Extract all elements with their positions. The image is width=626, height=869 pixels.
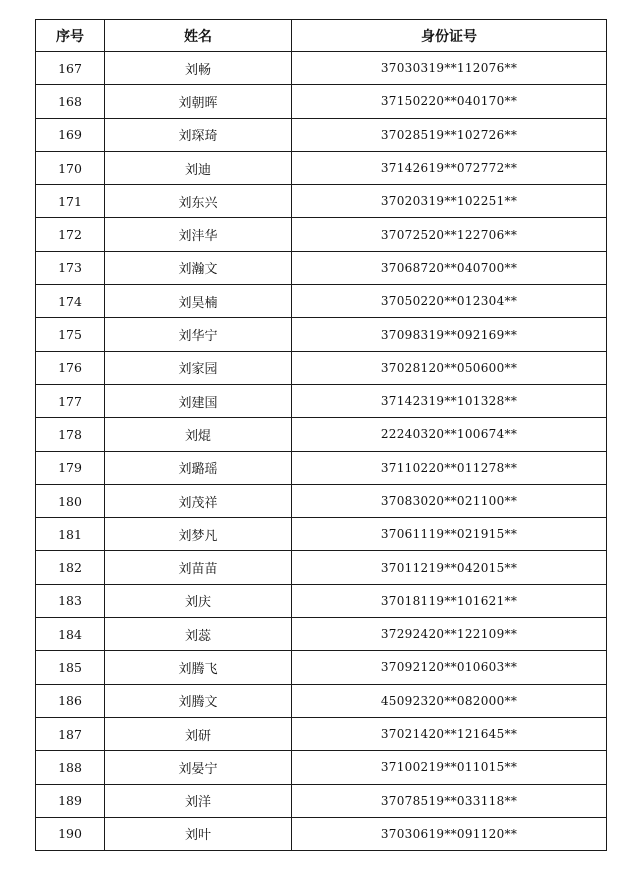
table-row — [36, 551, 607, 584]
row-index-cell: 173 — [36, 251, 105, 284]
row-id-number-cell: 37083020**021100** — [292, 484, 607, 517]
table-body — [36, 52, 607, 851]
row-name-cell: 刘畅 — [105, 52, 292, 85]
table-row — [36, 651, 607, 684]
row-index-cell: 174 — [36, 285, 105, 318]
row-index-cell: 188 — [36, 751, 105, 784]
row-index-cell: 187 — [36, 717, 105, 750]
row-index-cell: 179 — [36, 451, 105, 484]
roster-table — [35, 19, 607, 851]
row-id-number-cell: 37150220**040170** — [292, 85, 607, 118]
row-index-cell: 171 — [36, 185, 105, 218]
row-name-cell: 刘建国 — [105, 384, 292, 417]
row-id-number-cell: 37142619**072772** — [292, 151, 607, 184]
header-name: 姓名 — [105, 20, 292, 52]
row-index-cell: 176 — [36, 351, 105, 384]
table-row — [36, 751, 607, 784]
row-index-cell: 172 — [36, 218, 105, 251]
row-name-cell: 刘焜 — [105, 418, 292, 451]
row-id-number-cell: 22240320**100674** — [292, 418, 607, 451]
row-name-cell: 刘沣华 — [105, 218, 292, 251]
row-name-cell: 刘家园 — [105, 351, 292, 384]
row-name-cell: 刘瀚文 — [105, 251, 292, 284]
table-row — [36, 285, 607, 318]
table-row — [36, 185, 607, 218]
row-index-cell: 169 — [36, 118, 105, 151]
header-index: 序号 — [36, 20, 105, 52]
table-row — [36, 384, 607, 417]
row-id-number-cell: 37110220**011278** — [292, 451, 607, 484]
row-name-cell: 刘苗苗 — [105, 551, 292, 584]
row-name-cell: 刘腾文 — [105, 684, 292, 717]
row-name-cell: 刘研 — [105, 717, 292, 750]
table-row — [36, 351, 607, 384]
table-row — [36, 518, 607, 551]
row-id-number-cell: 37021420**121645** — [292, 717, 607, 750]
row-id-number-cell: 37100219**011015** — [292, 751, 607, 784]
table-row — [36, 118, 607, 151]
row-name-cell: 刘庆 — [105, 584, 292, 617]
header-row — [36, 20, 607, 52]
row-index-cell: 167 — [36, 52, 105, 85]
row-name-cell: 刘蕊 — [105, 618, 292, 651]
row-index-cell: 177 — [36, 384, 105, 417]
table-row — [36, 684, 607, 717]
row-name-cell: 刘腾飞 — [105, 651, 292, 684]
row-index-cell: 175 — [36, 318, 105, 351]
row-index-cell: 170 — [36, 151, 105, 184]
row-id-number-cell: 37061119**021915** — [292, 518, 607, 551]
table-row — [36, 817, 607, 850]
row-id-number-cell: 37142319**101328** — [292, 384, 607, 417]
row-id-number-cell: 37028120**050600** — [292, 351, 607, 384]
row-name-cell: 刘叶 — [105, 817, 292, 850]
row-name-cell: 刘晏宁 — [105, 751, 292, 784]
table-row — [36, 484, 607, 517]
row-index-cell: 183 — [36, 584, 105, 617]
table-row — [36, 318, 607, 351]
row-id-number-cell: 37078519**033118** — [292, 784, 607, 817]
row-id-number-cell: 37292420**122109** — [292, 618, 607, 651]
table-row — [36, 451, 607, 484]
table-header — [36, 20, 607, 52]
row-name-cell: 刘洋 — [105, 784, 292, 817]
row-name-cell: 刘东兴 — [105, 185, 292, 218]
row-index-cell: 180 — [36, 484, 105, 517]
row-id-number-cell: 37068720**040700** — [292, 251, 607, 284]
table-row — [36, 618, 607, 651]
header-id-number: 身份证号 — [292, 20, 607, 52]
row-index-cell: 189 — [36, 784, 105, 817]
row-id-number-cell: 37018119**101621** — [292, 584, 607, 617]
table-row — [36, 784, 607, 817]
row-name-cell: 刘茂祥 — [105, 484, 292, 517]
row-id-number-cell: 45092320**082000** — [292, 684, 607, 717]
row-name-cell: 刘琛琦 — [105, 118, 292, 151]
row-id-number-cell: 37098319**092169** — [292, 318, 607, 351]
row-index-cell: 182 — [36, 551, 105, 584]
row-name-cell: 刘华宁 — [105, 318, 292, 351]
row-id-number-cell: 37092120**010603** — [292, 651, 607, 684]
row-name-cell: 刘迪 — [105, 151, 292, 184]
table-row — [36, 251, 607, 284]
row-id-number-cell: 37030319**112076** — [292, 52, 607, 85]
row-id-number-cell: 37072520**122706** — [292, 218, 607, 251]
table-row — [36, 584, 607, 617]
row-index-cell: 181 — [36, 518, 105, 551]
row-name-cell: 刘朝晖 — [105, 85, 292, 118]
row-name-cell: 刘梦凡 — [105, 518, 292, 551]
table-row — [36, 218, 607, 251]
table-row — [36, 151, 607, 184]
row-id-number-cell: 37011219**042015** — [292, 551, 607, 584]
row-id-number-cell: 37030619**091120** — [292, 817, 607, 850]
table-row — [36, 418, 607, 451]
row-id-number-cell: 37050220**012304** — [292, 285, 607, 318]
row-name-cell: 刘昊楠 — [105, 285, 292, 318]
row-index-cell: 186 — [36, 684, 105, 717]
row-index-cell: 190 — [36, 817, 105, 850]
row-index-cell: 168 — [36, 85, 105, 118]
row-index-cell: 178 — [36, 418, 105, 451]
row-index-cell: 184 — [36, 618, 105, 651]
row-id-number-cell: 37020319**102251** — [292, 185, 607, 218]
table-row — [36, 85, 607, 118]
table-row — [36, 52, 607, 85]
row-index-cell: 185 — [36, 651, 105, 684]
row-name-cell: 刘璐瑶 — [105, 451, 292, 484]
table-row — [36, 717, 607, 750]
row-id-number-cell: 37028519**102726** — [292, 118, 607, 151]
